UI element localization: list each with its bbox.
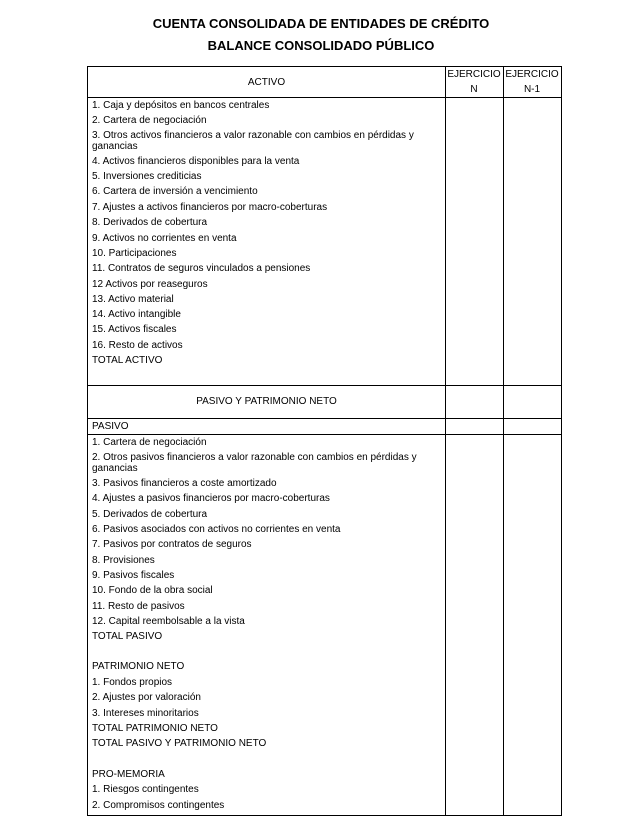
total-patrimonio-neto: TOTAL PATRIMONIO NETO	[92, 723, 218, 734]
pasivo-item: 3. Pasivos financieros a coste amortizado	[92, 478, 277, 489]
memoria-item: 1. Riesgos contingentes	[92, 784, 199, 795]
pasivo-pn-header: PASIVO Y PATRIMONIO NETO	[196, 396, 337, 407]
activo-item: 13. Activo material	[92, 294, 174, 305]
activo-header: ACTIVO	[247, 77, 286, 88]
pasivo-item: 11. Resto de pasivos	[92, 601, 185, 612]
section-divider-pasivo-header	[88, 418, 561, 419]
col-n-header-line2: N	[470, 84, 478, 95]
section-divider-activo	[88, 385, 561, 386]
pasivo-item: 7. Pasivos por contratos de seguros	[92, 539, 252, 550]
memoria-item: 2. Compromisos contingentes	[92, 800, 225, 811]
pasivo-item: 10. Fondo de la obra social	[92, 585, 213, 596]
total-pasivo: TOTAL PASIVO	[92, 631, 163, 642]
activo-item: 14. Activo intangible	[92, 309, 181, 320]
section-divider-pasivo-label	[88, 434, 561, 435]
pasivo-item: 6. Pasivos asociados con activos no corrientes en venta	[92, 524, 341, 535]
header-divider	[88, 97, 561, 98]
pasivo-item: 5. Derivados de cobertura	[92, 509, 208, 520]
activo-item: 4. Activos financieros disponibles para la venta	[92, 156, 300, 167]
pasivo-item: 2. Otros pasivos financieros a valor razonable con cambios en pérdidas y ganancias	[92, 452, 417, 474]
activo-item: 6. Cartera de inversión a vencimiento	[92, 186, 258, 197]
activo-item: 16. Resto de activos	[92, 340, 183, 351]
activo-item: 2. Cartera de negociación	[92, 115, 207, 126]
activo-item: 10. Participaciones	[92, 248, 177, 259]
document-title: CUENTA CONSOLIDADA DE ENTIDADES DE CRÉDITO	[152, 16, 490, 31]
column-divider-n	[445, 67, 446, 815]
pasivo-item: 8. Provisiones	[92, 555, 155, 566]
total-pasivo-patrimonio: TOTAL PASIVO Y PATRIMONIO NETO	[92, 738, 267, 749]
pasivo-label: PASIVO	[92, 421, 129, 432]
pasivo-item: 12. Capital reembolsable a la vista	[92, 616, 245, 627]
activo-item: 7. Ajustes a activos financieros por macro-coberturas	[92, 202, 328, 213]
patrimonio-item: 3. Intereses minoritarios	[92, 708, 199, 719]
activo-item: 3. Otros activos financieros a valor razonable con cambios en pérdidas y ganancias	[92, 130, 414, 152]
patrimonio-item: 2. Ajustes por valoración	[92, 692, 201, 703]
pasivo-item: 9. Pasivos fiscales	[92, 570, 175, 581]
activo-item: 15. Activos fiscales	[92, 324, 177, 335]
document-subtitle: BALANCE CONSOLIDADO PÚBLICO	[207, 38, 435, 53]
col-n1-header-line2: N-1	[523, 84, 541, 95]
patrimonio-item: 1. Fondos propios	[92, 677, 173, 688]
activo-item: 9. Activos no corrientes en venta	[92, 233, 237, 244]
col-n1-header-line1: EJERCICIO	[505, 69, 559, 80]
activo-item: 1. Caja y depósitos en bancos centrales	[92, 100, 270, 111]
pasivo-item: 4. Ajustes a pasivos financieros por macro-coberturas	[92, 493, 330, 504]
column-divider-n1	[503, 67, 504, 815]
memoria-label: PRO-MEMORIA	[92, 769, 165, 780]
activo-item: 12 Activos por reaseguros	[92, 279, 208, 290]
activo-item: 11. Contratos de seguros vinculados a pensiones	[92, 263, 311, 274]
activo-item: 8. Derivados de cobertura	[92, 217, 208, 228]
patrimonio-label: PATRIMONIO NETO	[92, 661, 185, 672]
pasivo-item: 1. Cartera de negociación	[92, 437, 207, 448]
activo-item: 5. Inversiones crediticias	[92, 171, 202, 182]
total-activo: TOTAL ACTIVO	[92, 355, 163, 366]
col-n-header-line1: EJERCICIO	[447, 69, 501, 80]
